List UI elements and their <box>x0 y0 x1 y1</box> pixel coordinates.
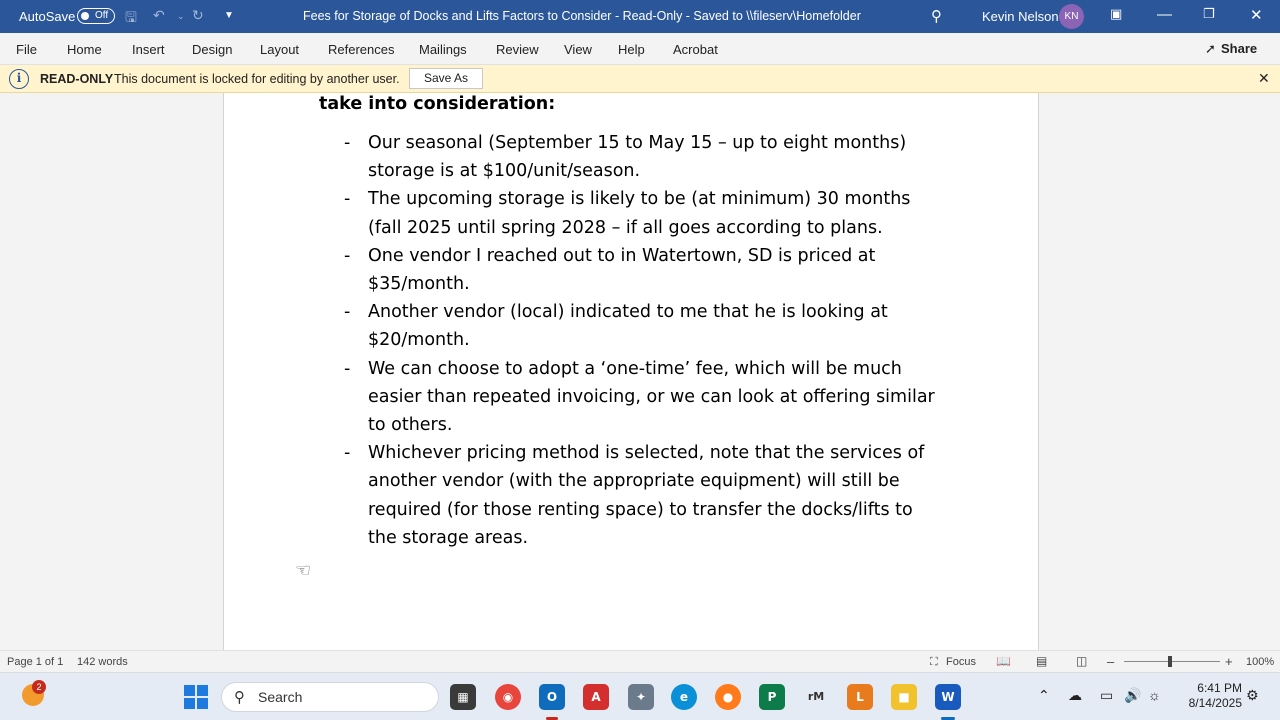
task-view-icon[interactable]: ▦ <box>450 684 476 710</box>
read-only-label: READ-ONLY <box>40 72 114 86</box>
clock-date: 8/14/2025 <box>1188 696 1242 710</box>
avatar[interactable]: KN <box>1059 4 1084 29</box>
bullet-marker: - <box>344 302 351 323</box>
file-explorer-icon[interactable]: ■ <box>891 684 917 710</box>
edge-icon[interactable]: e <box>671 684 697 710</box>
bullet-marker: - <box>344 443 351 464</box>
bullet-marker: - <box>344 358 351 379</box>
chevron-up-icon[interactable]: ⌃ <box>1038 687 1050 703</box>
word-icon[interactable]: W <box>935 684 961 710</box>
app-grid-icon[interactable]: ✦ <box>628 684 654 710</box>
undo-dropdown-icon[interactable]: ⌄ <box>177 11 185 21</box>
document-canvas[interactable] <box>0 93 1280 650</box>
list-item-text: Another vendor (local) indicated to me that he is looking at $20/month. <box>368 302 888 351</box>
bullet-list <box>344 129 944 552</box>
tab-insert[interactable]: Insert <box>132 42 165 57</box>
ribbon-tabs <box>0 33 1280 65</box>
save-icon[interactable]: 🖫 <box>125 9 137 25</box>
search-icon: ⚲ <box>234 689 245 706</box>
notification-badge: 2 <box>32 680 46 694</box>
tab-mailings[interactable]: Mailings <box>419 42 467 57</box>
start-button[interactable] <box>184 685 208 709</box>
publisher-icon[interactable]: P <box>759 684 785 710</box>
user-name[interactable]: Kevin Nelson <box>982 9 1059 24</box>
chrome-icon[interactable]: ◉ <box>495 684 521 710</box>
toggle-knob <box>81 12 89 20</box>
undo-icon[interactable]: ↶ <box>153 7 165 23</box>
read-only-message: This document is locked for editing by another user. <box>114 72 400 86</box>
share-label: Share <box>1221 41 1258 56</box>
taskbar <box>0 672 1280 720</box>
section-heading: take into consideration: <box>319 94 556 114</box>
document-page[interactable] <box>223 93 1039 650</box>
display-icon[interactable]: ▭ <box>1100 687 1114 703</box>
list-item-text: Whichever pricing method is selected, note that the services of another vendor (with the appropriate equipment) will still be required (for those renting space) to transfer the docks/lifts to the storage areas. <box>368 443 925 548</box>
search-icon[interactable]: ⚲ <box>931 8 942 25</box>
title-bar <box>0 0 1280 33</box>
zoom-in-icon[interactable]: + <box>1225 654 1233 669</box>
restore-icon[interactable]: ❐ <box>1203 6 1215 21</box>
list-item <box>344 185 944 241</box>
l-app-icon[interactable]: L <box>847 684 873 710</box>
list-item-text: One vendor I reached out to in Watertown, SD is priced at $35/month. <box>368 245 876 295</box>
clock[interactable] <box>1176 681 1242 711</box>
zoom-out-icon[interactable]: – <box>1107 654 1115 669</box>
print-layout-icon[interactable]: ▤ <box>1036 654 1048 668</box>
autosave-state: Off <box>95 10 109 21</box>
ribbon-display-options-icon[interactable]: ▣ <box>1110 6 1123 21</box>
notifications-icon[interactable]: ⚙ <box>1246 687 1259 703</box>
list-item <box>344 242 944 298</box>
speaker-icon[interactable]: 🔊 <box>1124 687 1142 703</box>
tab-review[interactable]: Review <box>496 42 539 57</box>
tab-help[interactable]: Help <box>618 42 645 57</box>
info-icon: i <box>9 69 29 89</box>
status-bar <box>0 650 1280 672</box>
mouse-cursor-icon: ☜ <box>295 560 312 580</box>
bullet-marker: - <box>344 133 351 153</box>
network-icon[interactable]: ☼ <box>1148 687 1161 703</box>
share-icon: ➚ <box>1205 41 1216 56</box>
page-count[interactable]: Page 1 of 1 <box>7 656 64 668</box>
customize-qat-icon[interactable]: ▼ <box>224 10 234 21</box>
list-item-text: Our seasonal (September 15 to May 15 – up to eight months) storage is at $100/unit/season. <box>368 133 907 182</box>
close-icon[interactable]: ✕ <box>1250 7 1263 24</box>
tab-design[interactable]: Design <box>192 42 233 57</box>
tab-references[interactable]: References <box>328 42 395 57</box>
outlook-icon[interactable]: O <box>539 684 565 710</box>
list-item-text: We can choose to adopt a ‘one-time’ fee, which will be much easier than repeated invoicing, or we can look at offering similar to others. <box>368 358 935 436</box>
firefox-icon[interactable]: ● <box>715 684 741 710</box>
tab-home[interactable]: Home <box>67 42 102 57</box>
share-button[interactable] <box>1199 36 1269 62</box>
focus-label[interactable]: Focus <box>946 656 976 668</box>
list-item <box>344 298 944 354</box>
zoom-slider[interactable] <box>1124 661 1220 662</box>
tab-layout[interactable]: Layout <box>260 42 300 57</box>
taskbar-search[interactable] <box>221 682 439 712</box>
word-count[interactable]: 142 words <box>77 656 128 668</box>
bullet-marker: - <box>344 189 351 210</box>
web-layout-icon[interactable]: ◫ <box>1076 654 1088 668</box>
save-as-button[interactable]: Save As <box>409 68 483 89</box>
read-mode-icon[interactable]: 📖 <box>996 654 1011 668</box>
list-item <box>344 129 944 185</box>
acrobat-icon[interactable]: A <box>583 684 609 710</box>
redo-icon[interactable]: ↻ <box>192 7 204 23</box>
autosave-toggle[interactable] <box>77 8 115 24</box>
search-label: Search <box>258 689 303 705</box>
list-item <box>344 439 944 552</box>
zoom-level[interactable]: 100% <box>1246 656 1275 668</box>
read-only-message-bar <box>0 65 1280 93</box>
close-icon[interactable]: ✕ <box>1258 70 1270 86</box>
onedrive-icon[interactable]: ☁ <box>1068 687 1082 703</box>
zoom-slider-handle[interactable] <box>1168 656 1172 667</box>
list-item-text: The upcoming storage is likely to be (at minimum) 30 months (fall 2025 until spring 2028 – if all goes according to plans. <box>368 189 911 238</box>
tab-file[interactable]: File <box>16 42 37 57</box>
focus-icon[interactable]: ⛶ <box>930 656 938 668</box>
tab-acrobat[interactable]: Acrobat <box>673 42 718 57</box>
document-title[interactable]: Fees for Storage of Docks and Lifts Factors to Consider - Read-Only - Saved to \\fileserv\Homefolder <box>303 9 861 23</box>
rm-app-icon[interactable]: rM <box>803 684 829 710</box>
bullet-marker: - <box>344 245 351 266</box>
minimize-icon[interactable]: — <box>1157 6 1172 23</box>
list-item <box>344 355 944 440</box>
tab-view[interactable]: View <box>564 42 592 57</box>
clock-time: 6:41 PM <box>1197 681 1242 695</box>
autosave-label: AutoSave <box>19 9 76 24</box>
